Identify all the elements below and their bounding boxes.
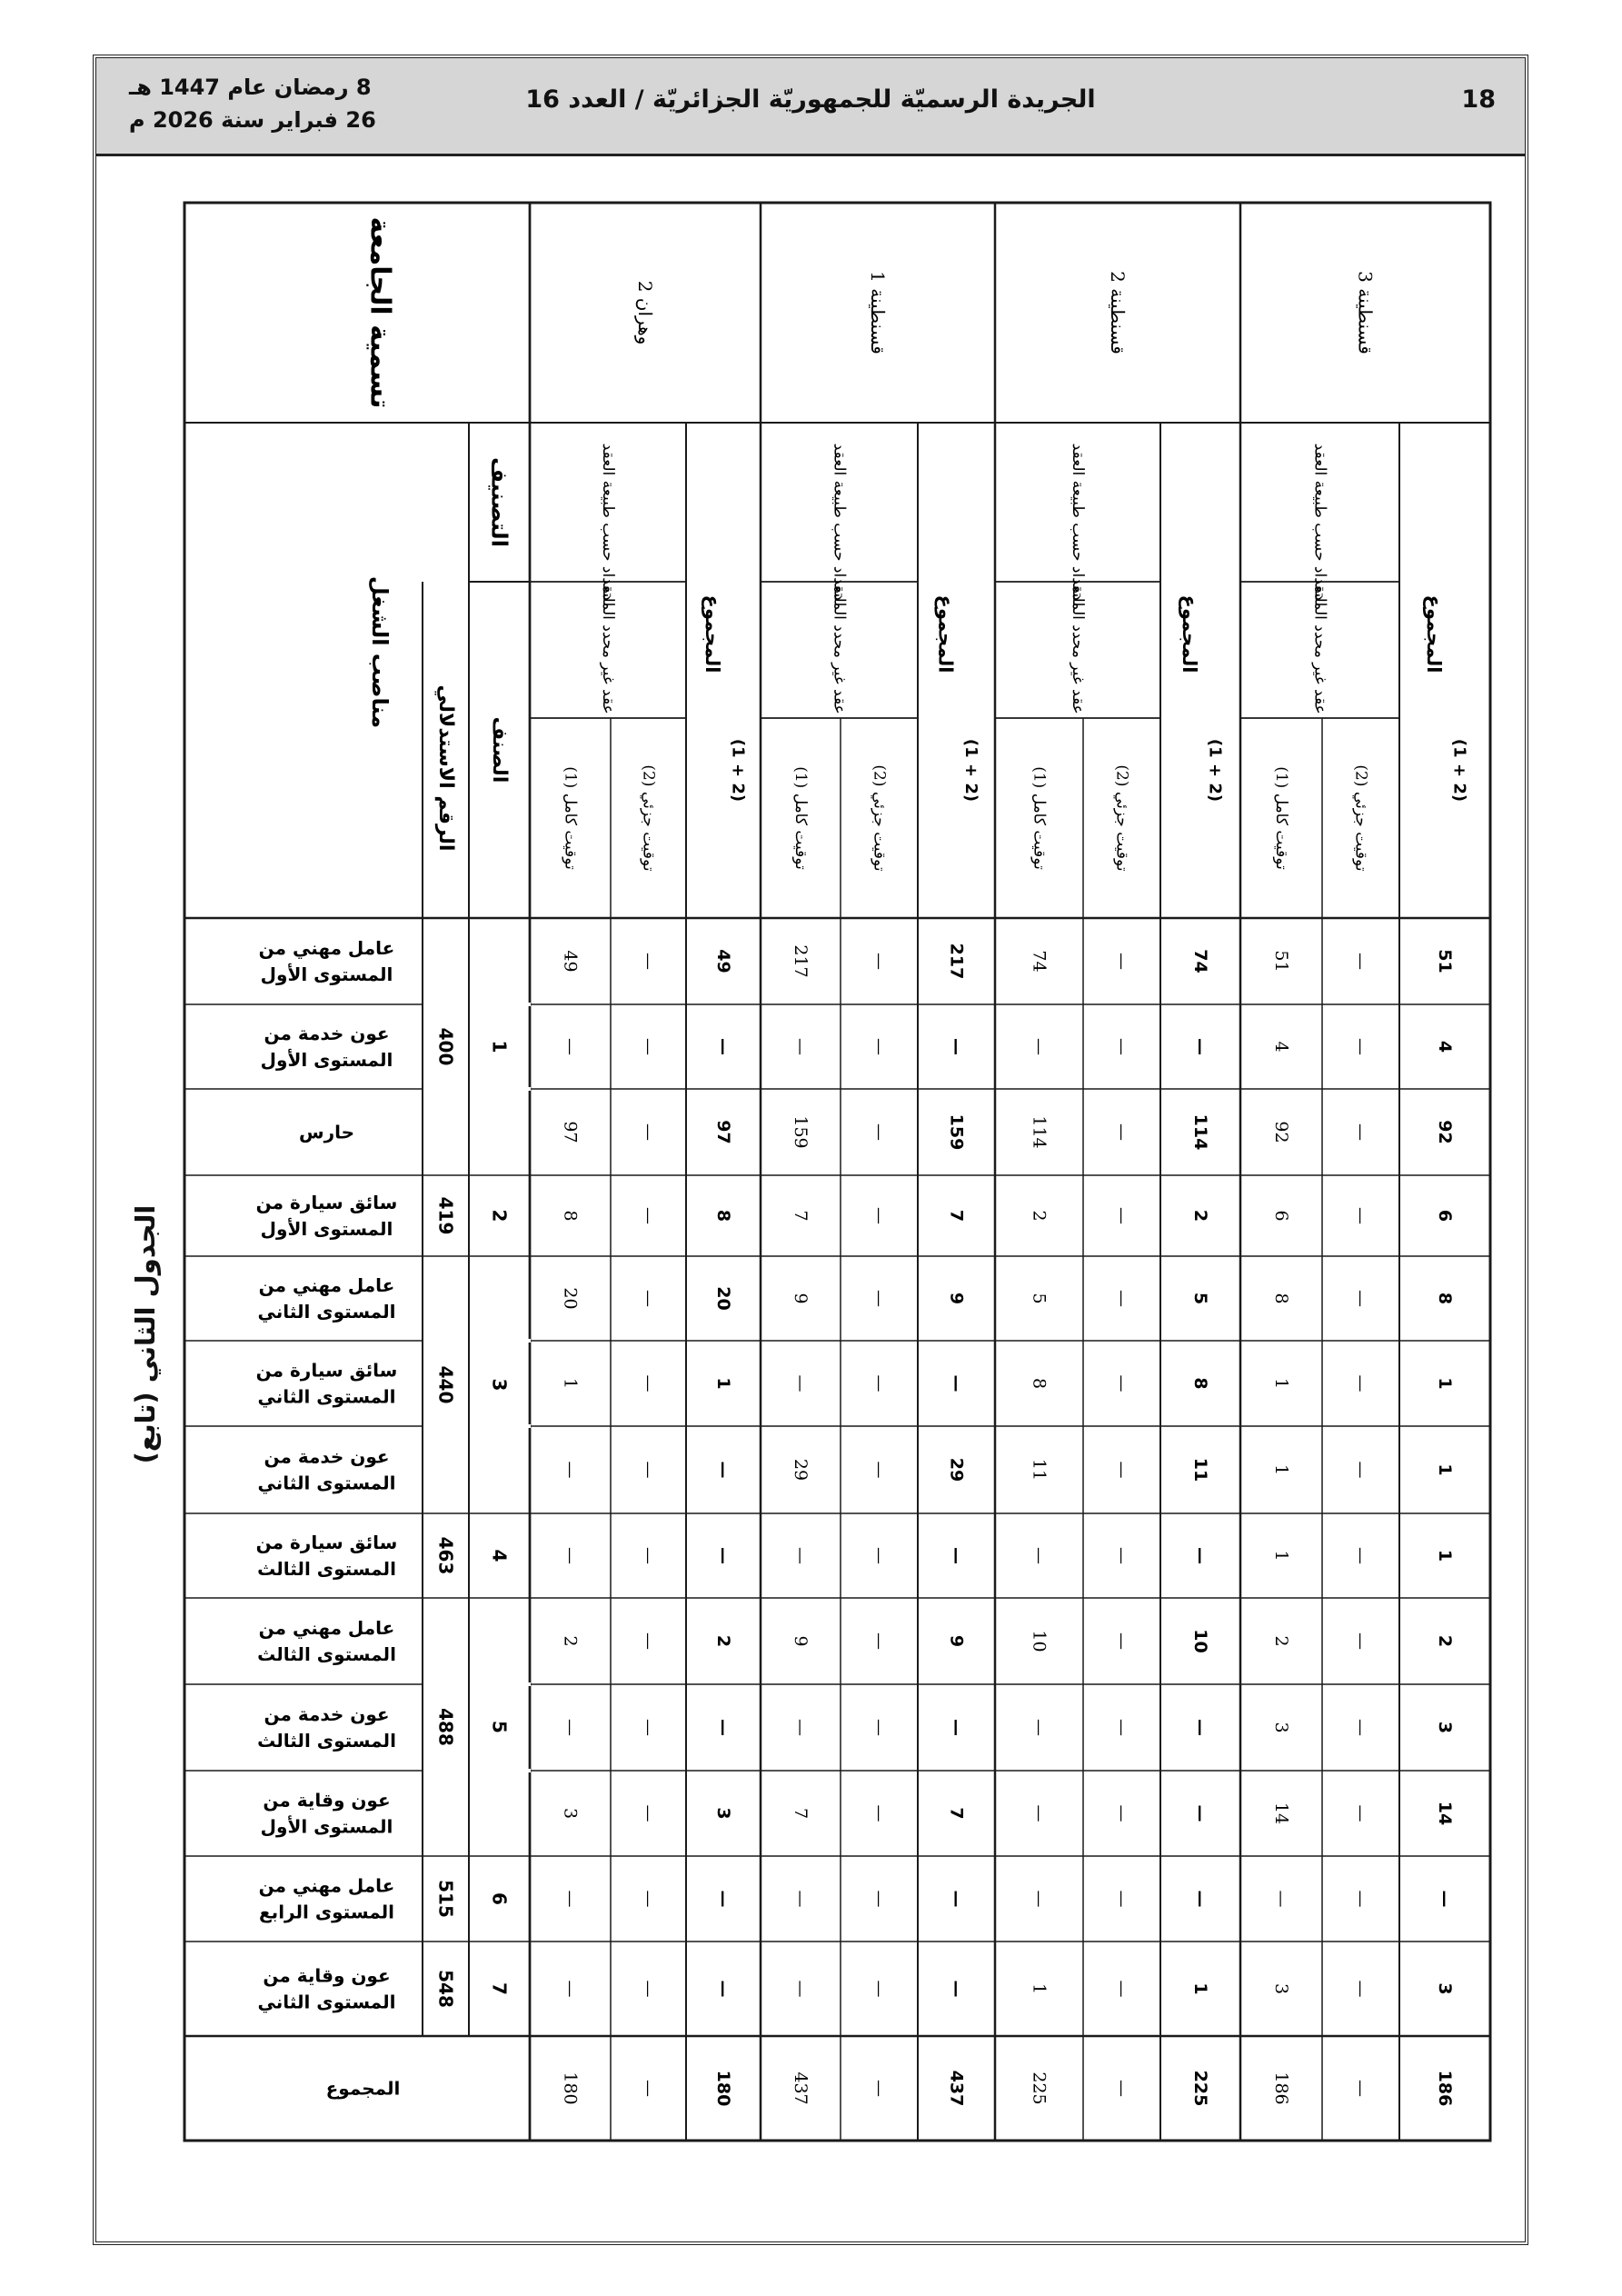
value-cell: — xyxy=(791,1374,811,1393)
total-value: 180 xyxy=(560,2071,581,2105)
value-cell: 92 xyxy=(1271,1121,1291,1143)
value-cell: — xyxy=(713,1461,733,1479)
value-cell: — xyxy=(713,1890,733,1908)
value-cell: 74 xyxy=(1029,950,1050,973)
merge-mask xyxy=(468,1003,531,1006)
value-cell: — xyxy=(638,1207,659,1224)
value-cell: — xyxy=(1350,953,1371,970)
value-cell: 11 xyxy=(1029,1458,1050,1482)
value-cell: — xyxy=(869,953,890,970)
value-cell: — xyxy=(869,1719,890,1736)
value-cell: 6 xyxy=(1435,1209,1455,1223)
value-cell: — xyxy=(1111,1374,1132,1393)
value-cell: 97 xyxy=(560,1121,581,1143)
indefinite-contract-label: عقد غير محدد المدة xyxy=(1310,585,1329,714)
value-cell: — xyxy=(869,1804,890,1822)
position-line: عامل مهني من xyxy=(258,1274,395,1296)
value-cell: — xyxy=(1350,1547,1371,1564)
position-line: عامل مهني من xyxy=(258,937,395,959)
value-cell: — xyxy=(869,1123,890,1141)
headcount-label: التعداد حسب طبيعة العقد xyxy=(599,443,617,607)
value-cell: — xyxy=(638,953,659,970)
merge-mask xyxy=(422,1424,470,1428)
index-value: 548 xyxy=(434,1970,457,2008)
total-label: المجموع xyxy=(1179,594,1200,674)
value-cell: — xyxy=(1111,1804,1132,1822)
value-cell: 29 xyxy=(946,1457,967,1482)
position-line: المجموع xyxy=(325,2077,401,2100)
index-value: 463 xyxy=(434,1536,457,1575)
total-value: 437 xyxy=(946,2070,967,2107)
value-cell: — xyxy=(1029,1547,1050,1564)
value-cell: — xyxy=(560,1038,581,1055)
category-value: 2 xyxy=(488,1209,511,1223)
position-name xyxy=(259,937,395,985)
value-cell: — xyxy=(791,1719,811,1736)
position-line: المستوى الثالث xyxy=(257,1643,396,1665)
value-cell: 14 xyxy=(1271,1802,1291,1825)
value-cell: — xyxy=(1111,1123,1132,1141)
indefinite-contract-label: عقد غير محدد المدة xyxy=(830,585,849,714)
index-value: 400 xyxy=(434,1027,457,1066)
value-cell: — xyxy=(1350,1123,1371,1141)
index-value: 488 xyxy=(434,1708,457,1746)
value-cell: 1 xyxy=(1435,1377,1455,1390)
value-cell: — xyxy=(560,1980,581,1998)
position-line: عون وقاية من xyxy=(263,1789,391,1812)
total-formula: (2 + 1) xyxy=(1449,738,1469,803)
category-label: الصنف xyxy=(488,716,511,784)
value-cell: — xyxy=(1190,1890,1210,1908)
gazette-title: الجريدة الرسميّة للجمهوريّة الجزائريّة / العدد 16 xyxy=(525,85,1096,114)
value-cell: 3 xyxy=(1435,1721,1455,1734)
value-cell: 217 xyxy=(946,943,967,980)
position-line: المستوى الثالث xyxy=(257,1558,396,1580)
value-cell: — xyxy=(1111,1290,1132,1307)
value-cell: — xyxy=(946,1890,967,1908)
value-cell: 3 xyxy=(713,1807,733,1820)
indefinite-contract-label: عقد غير محدد المدة xyxy=(599,585,617,714)
value-cell: — xyxy=(1350,1461,1371,1479)
value-cell: 8 xyxy=(1190,1377,1210,1390)
value-cell: 29 xyxy=(791,1458,811,1482)
total-value: 186 xyxy=(1435,2070,1455,2107)
grand-total-label xyxy=(326,2078,401,2100)
value-cell: — xyxy=(1029,1719,1050,1736)
value-cell: 114 xyxy=(1029,1115,1050,1149)
value-cell: 2 xyxy=(1029,1210,1050,1222)
position-line: المستوى الثاني xyxy=(257,1472,396,1494)
value-cell: 4 xyxy=(1435,1040,1455,1053)
value-cell: — xyxy=(560,1547,581,1564)
value-cell: 9 xyxy=(946,1292,967,1305)
value-cell: — xyxy=(1350,1980,1371,1998)
part-time-label: توقيت جزئي (2) xyxy=(870,764,889,872)
value-cell: — xyxy=(869,1980,890,1998)
total-value: 225 xyxy=(1190,2070,1210,2107)
value-cell: — xyxy=(1111,953,1132,970)
value-cell: — xyxy=(638,1632,659,1650)
value-cell: — xyxy=(869,1632,890,1650)
value-cell: 9 xyxy=(946,1634,967,1648)
value-cell: — xyxy=(791,1980,811,1998)
part-time-label: توقيت جزئي (2) xyxy=(1112,764,1131,872)
value-cell: — xyxy=(638,1890,659,1908)
value-cell: — xyxy=(713,1547,733,1564)
value-cell: — xyxy=(638,1038,659,1055)
positions-label: مناصب الشغل xyxy=(367,575,393,729)
value-cell: 9 xyxy=(791,1293,811,1304)
value-cell: — xyxy=(1111,1207,1132,1224)
position-line: عون خدمة من xyxy=(264,1445,390,1468)
value-cell: — xyxy=(946,1374,967,1393)
value-cell: — xyxy=(791,1890,811,1908)
value-cell: — xyxy=(560,1461,581,1479)
university-name: قسنطينة 2 xyxy=(1107,271,1129,354)
merge-mask xyxy=(422,1769,470,1772)
value-cell: — xyxy=(1029,1804,1050,1822)
table-title: الجدول الثاني (تابع) xyxy=(130,1204,161,1464)
value-cell: 20 xyxy=(560,1287,581,1310)
value-cell: — xyxy=(1111,1461,1132,1479)
position-name xyxy=(258,1965,396,2014)
value-cell: — xyxy=(791,1547,811,1564)
value-cell: 8 xyxy=(1029,1377,1050,1390)
headcount-label: التعداد حسب طبيعة العقد xyxy=(1310,443,1329,607)
value-cell: 51 xyxy=(1435,949,1455,973)
position-name xyxy=(256,1360,398,1409)
value-cell: 5 xyxy=(1190,1292,1210,1305)
value-cell: 2 xyxy=(713,1634,733,1648)
merge-mask xyxy=(468,1087,531,1091)
value-cell: 3 xyxy=(1271,1722,1291,1733)
value-cell: — xyxy=(638,1719,659,1736)
value-cell: 3 xyxy=(560,1807,581,1820)
value-cell: 1 xyxy=(1435,1549,1455,1562)
position-line: المستوى الثاني xyxy=(257,1991,396,2013)
value-cell: 2 xyxy=(1435,1634,1455,1648)
position-line: عون وقاية من xyxy=(263,1964,391,1987)
total-value: — xyxy=(1350,2080,1371,2097)
position-name xyxy=(299,1122,354,1143)
university-name: وهران 2 xyxy=(634,280,656,345)
category-value: 4 xyxy=(488,1549,511,1562)
classification-label: التصنيف xyxy=(486,457,512,547)
value-cell: 2 xyxy=(1190,1209,1210,1223)
university-name: قسنطينة 3 xyxy=(1354,271,1377,354)
position-line: سائق سيارة من xyxy=(255,1359,398,1382)
category-value: 6 xyxy=(488,1892,511,1905)
value-cell: 1 xyxy=(1435,1463,1455,1476)
position-line: المستوى الأول xyxy=(260,1218,393,1240)
position-line: المستوى الثالث xyxy=(257,1730,396,1752)
index-value: 419 xyxy=(434,1196,457,1235)
value-cell: — xyxy=(1350,1207,1371,1224)
position-name xyxy=(256,1532,398,1580)
merge-mask xyxy=(422,1682,470,1686)
value-cell: — xyxy=(791,1038,811,1055)
total-value: 186 xyxy=(1271,2071,1291,2105)
university-name-label: تسمية الجامعة xyxy=(363,216,396,409)
value-cell: 7 xyxy=(791,1210,811,1222)
page-number: 18 xyxy=(1461,85,1496,114)
position-line: المستوى الأول xyxy=(260,1049,393,1071)
total-value: — xyxy=(869,2080,890,2097)
value-cell: 1 xyxy=(560,1377,581,1390)
value-cell: — xyxy=(1350,1632,1371,1650)
value-cell: 8 xyxy=(1271,1293,1291,1304)
date-gregorian: 26 فبراير سنة 2026 م xyxy=(129,107,376,133)
value-cell: 74 xyxy=(1190,949,1210,973)
full-time-label: توقيت كامل (1) xyxy=(1272,766,1290,870)
value-cell: — xyxy=(869,1290,890,1307)
merge-mask xyxy=(468,1339,531,1343)
value-cell: 4 xyxy=(1271,1041,1291,1053)
position-name xyxy=(256,1192,398,1240)
value-cell: — xyxy=(946,1547,967,1564)
value-cell: 114 xyxy=(1190,1113,1210,1151)
value-cell: 10 xyxy=(1190,1629,1210,1653)
value-cell: — xyxy=(869,1374,890,1393)
category-value: 7 xyxy=(488,1982,511,1995)
position-line: عون خدمة من xyxy=(264,1023,390,1044)
value-cell: 217 xyxy=(791,944,811,978)
position-line: عون خدمة من xyxy=(264,1703,390,1725)
value-cell: — xyxy=(869,1461,890,1479)
value-cell: — xyxy=(1350,1890,1371,1908)
index-number-label: الرقم الاستدلالي xyxy=(434,684,457,852)
value-cell: — xyxy=(1350,1719,1371,1736)
value-cell: — xyxy=(1111,1038,1132,1055)
total-formula: (2 + 1) xyxy=(961,738,980,803)
value-cell: — xyxy=(869,1547,890,1564)
headcount-label: التعداد حسب طبيعة العقد xyxy=(830,443,849,607)
position-line: سائق سيارة من xyxy=(255,1532,398,1553)
value-cell: — xyxy=(946,1719,967,1736)
position-line: عامل مهني من xyxy=(258,1874,395,1897)
value-cell: 11 xyxy=(1190,1457,1210,1482)
merge-mask xyxy=(422,1003,470,1006)
position-name xyxy=(258,1274,396,1323)
value-cell: — xyxy=(1350,1804,1371,1822)
value-cell: 1 xyxy=(1271,1463,1291,1476)
position-line: المستوى الأول xyxy=(260,963,393,985)
position-name xyxy=(257,1703,396,1752)
value-cell: 8 xyxy=(560,1210,581,1222)
value-cell: — xyxy=(1190,1804,1210,1822)
value-cell: 159 xyxy=(791,1115,811,1149)
position-line: المستوى الثاني xyxy=(257,1385,396,1408)
position-line: حارس xyxy=(298,1121,355,1143)
value-cell: — xyxy=(1350,1038,1371,1055)
value-cell: 2 xyxy=(560,1635,581,1647)
university-name: قسنطينة 1 xyxy=(867,271,889,354)
value-cell: — xyxy=(560,1890,581,1908)
value-cell: 51 xyxy=(1271,950,1291,973)
value-cell: 20 xyxy=(713,1286,733,1311)
indefinite-contract-label: عقد غير محدد المدة xyxy=(1069,585,1087,714)
value-cell: 1 xyxy=(713,1377,733,1390)
value-cell: 159 xyxy=(946,1113,967,1151)
total-formula: (2 + 1) xyxy=(1205,738,1225,803)
value-cell: 9 xyxy=(791,1635,811,1647)
total-value: 225 xyxy=(1029,2071,1050,2105)
position-name xyxy=(259,1875,395,1923)
value-cell: 8 xyxy=(1435,1292,1455,1305)
value-cell: 7 xyxy=(791,1807,811,1820)
full-time-label: توقيت كامل (1) xyxy=(1030,766,1049,870)
value-cell: — xyxy=(560,1719,581,1736)
value-cell: — xyxy=(638,1804,659,1822)
part-time-label: توقيت جزئي (2) xyxy=(639,764,658,872)
value-cell: — xyxy=(1190,1719,1210,1736)
total-label: المجموع xyxy=(1423,594,1445,674)
value-cell: — xyxy=(946,1980,967,1998)
value-cell: 1 xyxy=(1029,1982,1050,1995)
value-cell: — xyxy=(1029,1038,1050,1055)
full-time-label: توقيت كامل (1) xyxy=(791,766,810,870)
part-time-label: توقيت جزئي (2) xyxy=(1351,764,1370,872)
merge-mask xyxy=(422,1087,470,1091)
merge-mask xyxy=(468,1769,531,1772)
value-cell: — xyxy=(638,1290,659,1307)
value-cell: 14 xyxy=(1435,1801,1455,1826)
value-cell: — xyxy=(1190,1547,1210,1564)
merge-mask xyxy=(468,1424,531,1428)
total-label: المجموع xyxy=(702,594,723,674)
value-cell: — xyxy=(638,1980,659,1998)
total-value: — xyxy=(1111,2080,1132,2097)
total-value: 437 xyxy=(791,2071,811,2105)
value-cell: — xyxy=(869,1038,890,1055)
value-cell: — xyxy=(1190,1038,1210,1055)
value-cell: — xyxy=(713,1719,733,1736)
value-cell: — xyxy=(713,1038,733,1055)
value-cell: 49 xyxy=(560,950,581,973)
value-cell: — xyxy=(1435,1890,1455,1908)
merge-mask xyxy=(468,1682,531,1686)
value-cell: — xyxy=(1111,1980,1132,1998)
category-value: 3 xyxy=(488,1378,511,1392)
value-cell: 6 xyxy=(1271,1210,1291,1222)
value-cell: 1 xyxy=(1271,1377,1291,1390)
value-cell: 1 xyxy=(1190,1982,1210,1995)
position-line: سائق سيارة من xyxy=(255,1192,398,1213)
value-cell: 5 xyxy=(1029,1293,1050,1304)
total-value: — xyxy=(638,2080,659,2097)
value-cell: — xyxy=(1350,1374,1371,1393)
value-cell: 92 xyxy=(1435,1120,1455,1144)
value-cell: — xyxy=(1350,1290,1371,1307)
position-line: المستوى الثاني xyxy=(257,1301,396,1323)
full-time-label: توقيت كامل (1) xyxy=(561,766,580,870)
value-cell: 49 xyxy=(713,949,733,973)
value-cell: — xyxy=(1111,1547,1132,1564)
value-cell: 8 xyxy=(713,1209,733,1223)
total-label: المجموع xyxy=(934,594,957,674)
position-line: المستوى الأول xyxy=(260,1815,393,1838)
value-cell: — xyxy=(638,1461,659,1479)
value-cell: 3 xyxy=(1271,1982,1291,1995)
position-name xyxy=(258,1446,396,1495)
value-cell: — xyxy=(638,1547,659,1564)
value-cell: — xyxy=(1271,1890,1291,1908)
value-cell: 10 xyxy=(1029,1630,1050,1652)
value-cell: 2 xyxy=(1271,1635,1291,1647)
value-cell: — xyxy=(869,1207,890,1224)
value-cell: — xyxy=(638,1123,659,1141)
category-value: 5 xyxy=(488,1721,511,1733)
value-cell: — xyxy=(1111,1632,1132,1650)
value-cell: 97 xyxy=(713,1120,733,1144)
total-formula: (2 + 1) xyxy=(728,738,748,803)
value-cell: — xyxy=(946,1038,967,1055)
position-name xyxy=(261,1790,393,1838)
value-cell: 7 xyxy=(946,1209,967,1223)
category-value: 1 xyxy=(488,1040,511,1053)
value-cell: — xyxy=(869,1890,890,1908)
value-cell: — xyxy=(1111,1719,1132,1736)
value-cell: 3 xyxy=(1435,1982,1455,1995)
value-cell: 1 xyxy=(1271,1550,1291,1562)
merge-mask xyxy=(422,1339,470,1343)
value-cell: — xyxy=(713,1980,733,1998)
value-cell: — xyxy=(1029,1890,1050,1908)
value-cell: — xyxy=(638,1374,659,1393)
index-value: 515 xyxy=(434,1880,457,1918)
position-line: المستوى الرابع xyxy=(259,1901,394,1923)
position-line: عامل مهني من xyxy=(258,1617,395,1639)
value-cell: — xyxy=(1111,1890,1132,1908)
index-value: 440 xyxy=(434,1365,457,1404)
date-hijri: 8 رمضان عام 1447 هـ xyxy=(129,75,372,100)
value-cell: 7 xyxy=(946,1807,967,1820)
position-name xyxy=(257,1617,396,1665)
position-name xyxy=(261,1023,393,1071)
total-value: 180 xyxy=(713,2070,733,2107)
headcount-label: التعداد حسب طبيعة العقد xyxy=(1069,443,1087,607)
